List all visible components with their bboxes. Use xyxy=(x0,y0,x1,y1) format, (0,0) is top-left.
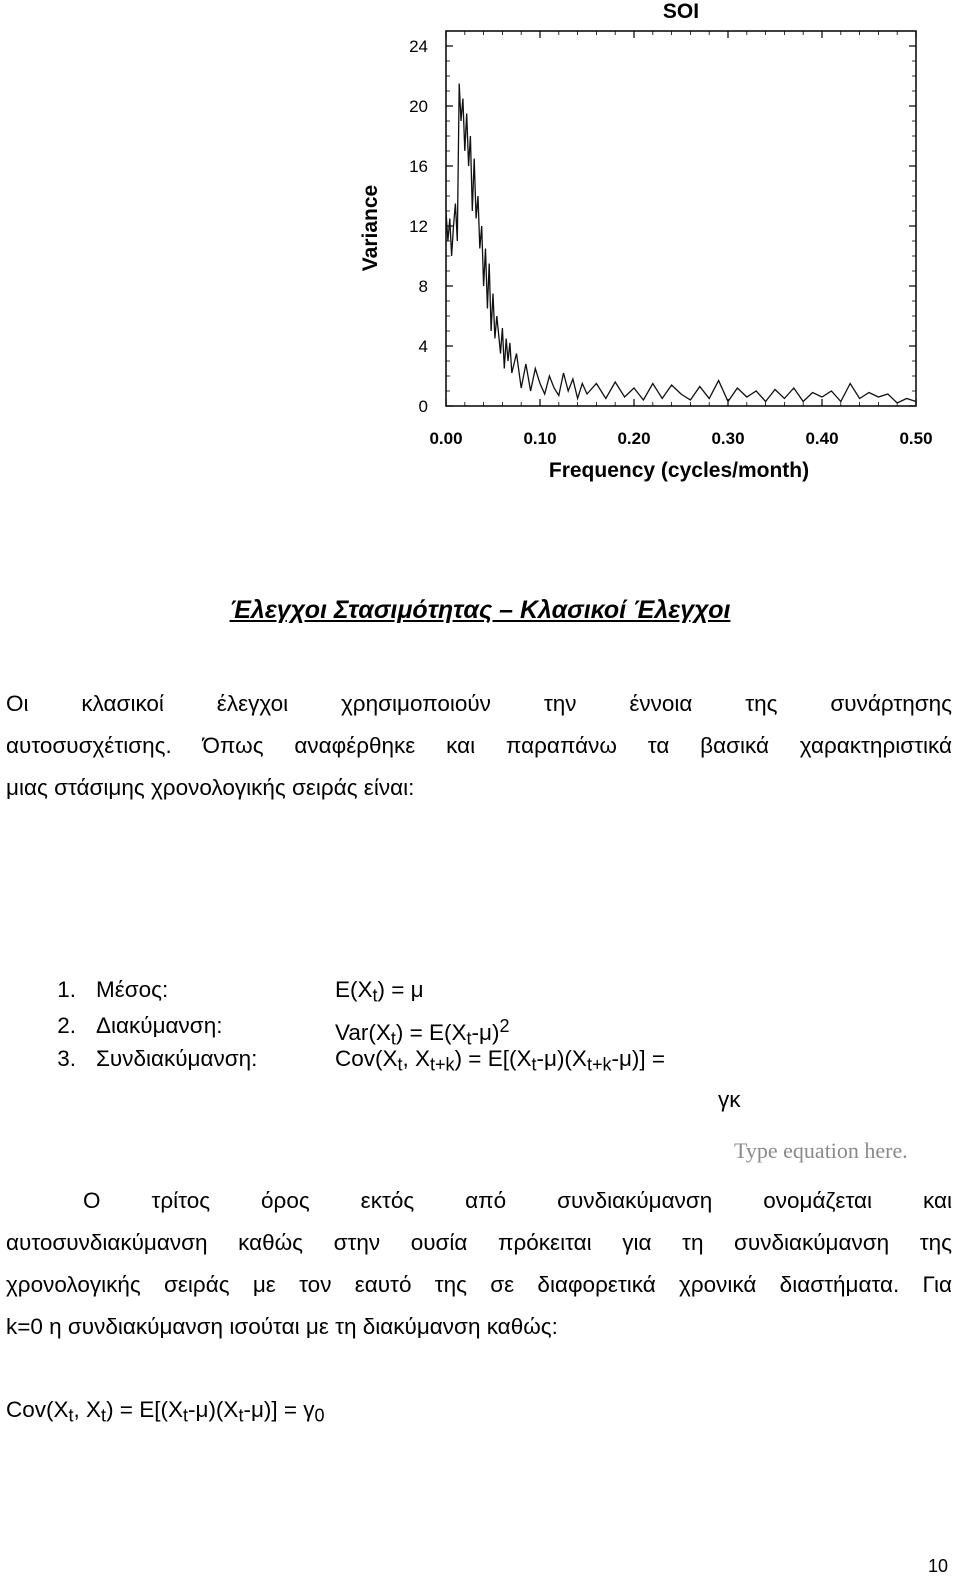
list-number: 1. xyxy=(57,977,76,1002)
y-axis-ticks xyxy=(409,37,916,416)
list-label: Μέσος: xyxy=(96,977,169,1002)
x-tick-label: 0.00 xyxy=(429,429,463,448)
x-axis-label: Frequency (cycles/month) xyxy=(548,459,810,482)
autocovariance-paragraph xyxy=(6,1180,952,1348)
x-tick-label: 0.50 xyxy=(899,429,933,448)
y-tick-label: 20 xyxy=(409,97,428,116)
equation-placeholder[interactable]: Type equation here. xyxy=(734,1138,908,1163)
soi-spectrum-chart xyxy=(340,0,950,490)
x-tick-label: 0.30 xyxy=(711,429,745,448)
paragraph-line: Ο τρίτος όρος εκτός από συνδιακύμανση ονομάζεται και xyxy=(83,1188,952,1213)
y-tick-label: 24 xyxy=(409,37,428,56)
variance-formula: $Var(X_t) = E(X_t-\mu)^2$ xyxy=(335,1015,510,1049)
paragraph-line: αυτοσυνδιακύμανση καθώς στην ουσία πρόκειται για τη συνδιακύμανση της xyxy=(6,1230,952,1255)
x-tick-label: 0.40 xyxy=(805,429,839,448)
x-tick-label: 0.20 xyxy=(617,429,651,448)
list-label: Συνδιακύμανση: xyxy=(96,1046,258,1071)
section-heading: Έλεγχοι Στασιμότητας – Κλασικοί Έλεγχοι xyxy=(229,596,731,624)
covariance-formula: $Cov(X_t$, $X_{t+k}) = E[(X_t-\mu)(X_{t+k}-\mu)]$ = xyxy=(335,1046,666,1075)
x-tick-label: 0.10 xyxy=(523,429,557,448)
chart-title: SOI xyxy=(662,0,700,23)
list-label: Διακύμανση: xyxy=(96,1013,223,1038)
paragraph-line: k=0 η συνδιακύμανση ισούται με τη διακύμανση καθώς: xyxy=(6,1314,558,1339)
list-number: 2. xyxy=(57,1013,76,1038)
x-axis-ticks xyxy=(429,31,932,448)
mean-formula: $E(X_t) = \mu$ xyxy=(335,977,424,1006)
list-number: 3. xyxy=(57,1046,76,1071)
intro-line: Οι κλασικοί έλεγχοι χρησιμοποιούν την έννοια της συνάρτησης xyxy=(6,691,952,716)
gamma-k-symbol: γκ xyxy=(718,1087,741,1112)
y-tick-label: 4 xyxy=(418,337,428,356)
minor-ticks xyxy=(446,31,916,406)
plot-frame xyxy=(446,31,916,406)
page-number: 10 xyxy=(927,1556,948,1576)
y-tick-label: 12 xyxy=(409,217,428,236)
final-equation: $Cov(X_t$, $X_t) = E[(X_t-\mu)(X_t-\mu)] = \gamma_0$ xyxy=(6,1397,325,1426)
intro-line: μιας στάσιμης χρονολογικής σειράς είναι: xyxy=(6,775,415,800)
y-axis-label: Variance xyxy=(359,184,382,272)
y-tick-label: 16 xyxy=(409,157,428,176)
intro-paragraph xyxy=(6,683,952,809)
y-tick-label: 8 xyxy=(418,277,428,296)
y-tick-label: 0 xyxy=(418,397,428,416)
intro-line: αυτοσυσχέτισης. Όπως αναφέρθηκε και παραπάνω τα βασικά χαρακτηριστικά xyxy=(6,733,952,758)
variance-series-line xyxy=(446,84,916,404)
paragraph-line: χρονολογικής σειράς με τον εαυτό της σε διαφορετικά χρονικά διαστήματα. Για xyxy=(6,1272,952,1297)
